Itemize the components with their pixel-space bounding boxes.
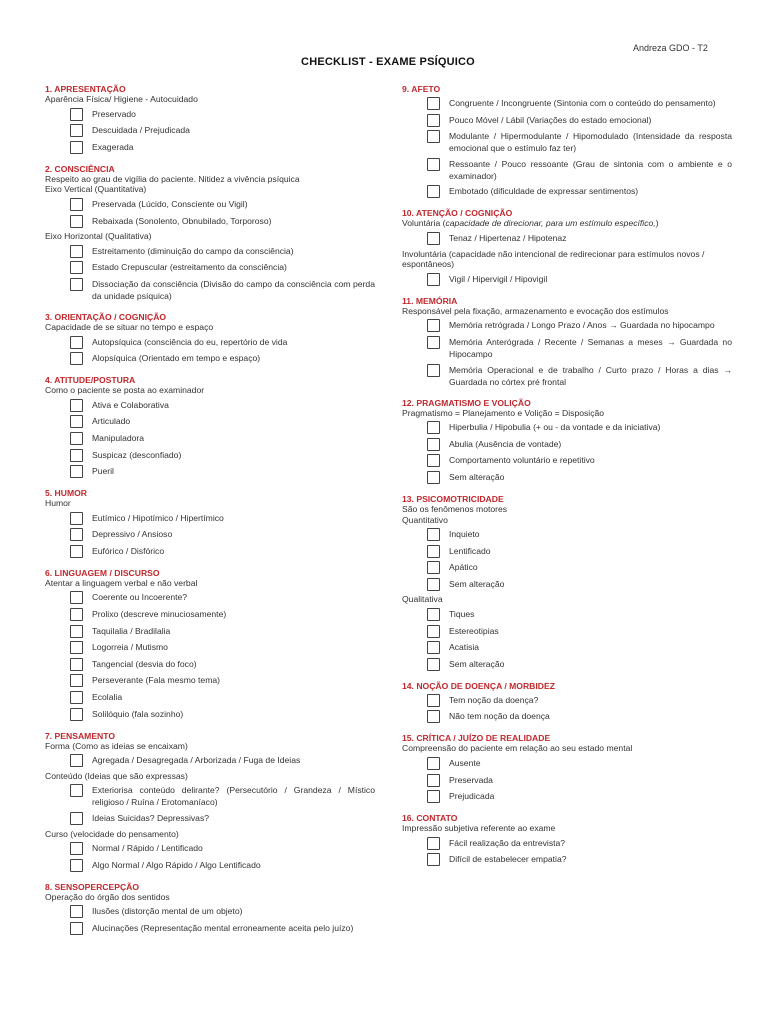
checkbox[interactable]	[70, 658, 83, 671]
checklist-item[interactable]	[427, 545, 732, 558]
checklist-item-label: Preservada	[449, 774, 493, 785]
checkbox[interactable]	[70, 278, 83, 291]
section-description: Responsável pela fixação, armazenamento e evocação dos estímulos	[402, 305, 669, 316]
checklist-item-label: Tangencial (desvia do foco)	[92, 658, 197, 669]
checkbox[interactable]	[70, 674, 83, 687]
checkbox[interactable]	[70, 512, 83, 525]
checklist-item[interactable]	[70, 905, 375, 918]
checklist-item-label: Ilusões (distorção mental de um objeto)	[92, 906, 243, 917]
section-title: 16. CONTATO	[402, 813, 458, 824]
checkbox[interactable]	[427, 336, 440, 349]
section-description: Compreensão do paciente em relação ao seu estado mental	[402, 743, 633, 754]
checklist-item[interactable]	[427, 528, 732, 541]
checklist-item[interactable]	[427, 837, 732, 850]
checkbox[interactable]	[70, 399, 83, 412]
checkbox[interactable]	[427, 790, 440, 803]
checklist-item[interactable]	[427, 561, 732, 574]
section-title: 9. AFETO	[402, 84, 441, 94]
checkbox[interactable]	[70, 641, 83, 654]
checklist-item-label: Taquilalia / Bradilalia	[92, 625, 171, 636]
checkbox[interactable]	[70, 198, 83, 211]
checkbox[interactable]	[70, 528, 83, 541]
checklist-item-label: Apático	[449, 562, 478, 573]
checkbox[interactable]	[427, 578, 440, 591]
checklist-item[interactable]	[427, 853, 732, 866]
checklist-item-label: Inquieto	[449, 529, 480, 540]
checkbox[interactable]	[70, 261, 83, 274]
section-description: Capacidade de se situar no tempo e espaço	[45, 321, 214, 332]
checklist-item-label: Manipuladora	[92, 432, 145, 443]
section-title: 1. APRESENTAÇÃO	[45, 84, 126, 94]
section-description: Curso (velocidade do pensamento)	[45, 828, 179, 839]
checklist-item-label: Tem noção da doença?	[449, 694, 539, 705]
section-title: 6. LINGUAGEM / DISCURSO	[45, 567, 160, 578]
checklist-item-label: Logorreia / Mutismo	[92, 642, 168, 653]
right-column	[402, 84, 732, 876]
checkbox[interactable]	[70, 591, 83, 604]
checkbox[interactable]	[70, 812, 83, 825]
checklist-item[interactable]	[70, 842, 375, 855]
checklist-item[interactable]	[427, 421, 732, 434]
checklist-item[interactable]	[427, 438, 732, 451]
checklist-item-label: Ecolalia	[92, 692, 123, 703]
section-title: 11. MEMÓRIA	[402, 295, 458, 306]
checklist-item[interactable]	[70, 141, 375, 154]
section-title: 13. PSICOMOTRICIDADE	[402, 493, 504, 504]
checklist-item-label: Difícil de estabelecer empatia?	[449, 854, 567, 865]
checkbox[interactable]	[427, 114, 440, 127]
checklist-item[interactable]	[427, 232, 732, 245]
checklist-item-label: Prolixo (descreve minuciosamente)	[92, 609, 227, 620]
checklist-item-label: Exagerada	[92, 141, 134, 152]
checklist-item-label: Solilóquio (fala sozinho)	[92, 708, 184, 719]
checklist-item[interactable]	[70, 336, 375, 349]
section-description: Involuntária (capacidade não intencional de redirecionar para estímulos novos / espontâneos)	[402, 248, 705, 270]
checkbox[interactable]	[70, 108, 83, 121]
checklist-item[interactable]	[427, 608, 732, 621]
section-title: 4. ATITUDE/POSTURA	[45, 375, 136, 386]
checkbox[interactable]	[427, 319, 440, 332]
checkbox[interactable]	[70, 449, 83, 462]
author-label: Andreza GDO - T2	[633, 43, 708, 53]
checklist-item-label: Vigil / Hipervigil / Hipovigil	[449, 273, 548, 284]
section	[45, 731, 375, 872]
checkbox[interactable]	[427, 545, 440, 558]
checkbox[interactable]	[70, 859, 83, 872]
section	[402, 296, 732, 388]
checklist-item[interactable]	[70, 812, 375, 825]
section-title: 3. ORIENTAÇÃO / COGNIÇÃO	[45, 311, 167, 322]
section-description: Forma (Como as ideias se encaixam)	[45, 740, 188, 751]
section-title: 5. HUMOR	[45, 488, 88, 499]
checkbox[interactable]	[427, 641, 440, 654]
section	[402, 494, 732, 671]
checkbox[interactable]	[70, 336, 83, 349]
checklist-item[interactable]	[427, 185, 732, 198]
checklist-item[interactable]	[427, 364, 732, 388]
section	[402, 84, 732, 198]
checklist-item-label: Modulante / Hipermodulante / Hipomodulado (Intensidade da resposta emocional que o estímulo faz ter)	[449, 131, 732, 154]
checklist-item-label: Estereotipias	[449, 625, 499, 636]
checklist-item-label: Alucinações (Representação mental erroneamente aceita pelo juízo)	[92, 922, 354, 933]
checkbox[interactable]	[70, 922, 83, 935]
section	[45, 568, 375, 721]
section-description: São os fenômenos motores	[402, 503, 508, 514]
checkbox[interactable]	[70, 141, 83, 154]
section-description: Qualitativa	[402, 594, 443, 605]
checklist-item-label: Não tem noção da doença	[449, 711, 550, 722]
checklist-item-label: Prejudicada	[449, 791, 495, 802]
checklist-item[interactable]	[70, 641, 375, 654]
section-description: Eixo Horizontal (Qualitativa)	[45, 231, 152, 242]
checklist-item[interactable]	[70, 545, 375, 558]
checklist-item[interactable]	[70, 658, 375, 671]
page-title: CHECKLIST - EXAME PSÍQUICO	[301, 56, 475, 68]
section	[45, 375, 375, 478]
checkbox[interactable]	[70, 784, 83, 797]
checkbox[interactable]	[427, 471, 440, 484]
checklist-item[interactable]	[70, 608, 375, 621]
section	[45, 312, 375, 365]
checklist-item[interactable]	[70, 512, 375, 525]
checklist-item-label: Tenaz / Hipertenaz / Hipotenaz	[449, 232, 567, 243]
checkbox[interactable]	[427, 853, 440, 866]
section	[402, 208, 732, 285]
section-title: 10. ATENÇÃO / COGNIÇÃO	[402, 208, 513, 219]
checklist-item-label: Embotado (dificuldade de expressar sentimentos)	[449, 186, 639, 197]
checkbox[interactable]	[427, 97, 440, 110]
checklist-item-label: Articulado	[92, 416, 131, 427]
checkbox[interactable]	[70, 608, 83, 621]
checklist-item-label: Rebaixada (Sonolento, Obnubilado, Torporoso)	[92, 215, 272, 226]
checklist-item[interactable]	[70, 215, 375, 228]
checklist-item-label: Preservada (Lúcido, Consciente ou Vigil)	[92, 198, 248, 209]
checklist-item-label: Descuidada / Prejudicada	[92, 125, 190, 136]
checkbox[interactable]	[427, 625, 440, 638]
checklist-item[interactable]	[427, 158, 732, 182]
checklist-item-label: Exteriorisa conteúdo delirante? (Persecutório / Grandeza / Místico religioso / Ruína / Erotomaníaco)	[92, 785, 375, 808]
checkbox[interactable]	[70, 754, 83, 767]
checklist-item[interactable]	[70, 245, 375, 258]
checkbox[interactable]	[427, 438, 440, 451]
section	[45, 84, 375, 154]
checklist-item-label: Ressoante / Pouco ressoante (Grau de sintonia com o ambiente e o examinador)	[449, 158, 732, 181]
checkbox[interactable]	[427, 232, 440, 245]
checklist-item[interactable]	[70, 449, 375, 462]
checklist-item[interactable]	[70, 708, 375, 721]
checkbox[interactable]	[70, 415, 83, 428]
checkbox[interactable]	[70, 842, 83, 855]
checklist-item[interactable]	[70, 859, 375, 872]
section	[402, 398, 732, 484]
checklist-item[interactable]	[427, 336, 732, 360]
checkbox[interactable]	[70, 691, 83, 704]
checkbox[interactable]	[70, 545, 83, 558]
checkbox[interactable]	[427, 273, 440, 286]
checkbox[interactable]	[427, 158, 440, 171]
section-title: 12. PRAGMATISMO E VOLIÇÃO	[402, 397, 531, 408]
checklist-item[interactable]	[70, 625, 375, 638]
left-column	[45, 84, 375, 945]
checklist-item-label: Memória Operacional e de trabalho / Curto prazo / Horas a dias → Guardada no córtex pré frontal	[449, 364, 732, 387]
checklist-item-label: Sem alteração	[449, 471, 505, 482]
checklist-item[interactable]	[70, 124, 375, 137]
checkbox[interactable]	[70, 708, 83, 721]
checklist-item[interactable]	[70, 754, 375, 767]
checklist-item[interactable]	[70, 591, 375, 604]
checklist-item[interactable]	[70, 399, 375, 412]
checklist-item[interactable]	[70, 528, 375, 541]
checklist-item-label: Perseverante (Fala mesmo tema)	[92, 675, 220, 686]
checkbox[interactable]	[427, 608, 440, 621]
checklist-item[interactable]	[70, 108, 375, 121]
checkbox[interactable]	[427, 694, 440, 707]
checkbox[interactable]	[70, 465, 83, 478]
checklist-item[interactable]	[427, 658, 732, 671]
checklist-item-label: Ideias Suicidas? Depressivas?	[92, 813, 210, 823]
section	[402, 681, 732, 724]
checklist-item[interactable]	[427, 790, 732, 803]
checklist-item[interactable]	[427, 641, 732, 654]
checklist-item-label: Algo Normal / Algo Rápido / Algo Lentificado	[92, 859, 261, 870]
checklist-item-label: Memória Anterógrada / Recente / Semanas a meses → Guardada no Hipocampo	[449, 336, 732, 359]
section-title: 2. CONSCIÊNCIA	[45, 163, 115, 174]
checklist-item[interactable]	[427, 454, 732, 467]
checkbox[interactable]	[427, 757, 440, 770]
checklist-item[interactable]	[427, 97, 732, 110]
checklist-item[interactable]	[70, 922, 375, 935]
checkbox[interactable]	[70, 905, 83, 918]
checklist-item[interactable]	[427, 757, 732, 770]
checkbox[interactable]	[427, 561, 440, 574]
checklist-item[interactable]	[70, 415, 375, 428]
section-title: 8. SENSOPERCEPÇÃO	[45, 881, 140, 892]
section-description: Operação do órgão dos sentidos	[45, 891, 170, 902]
checklist-item[interactable]	[70, 784, 375, 808]
checklist-item[interactable]	[70, 278, 375, 302]
checklist-item-label: Tiques	[449, 609, 475, 620]
section-description: Eixo Vertical (Quantitativa)	[45, 184, 147, 195]
section	[45, 164, 375, 302]
checklist-item-label: Preservado	[92, 108, 136, 119]
checklist-item[interactable]	[427, 319, 732, 332]
checklist-item-label: Estreitamento (diminuição do campo da consciência)	[92, 245, 294, 256]
checklist-item-label: Ausente	[449, 758, 481, 769]
checklist-item[interactable]	[70, 352, 375, 365]
checkbox[interactable]	[427, 364, 440, 377]
checkbox[interactable]	[427, 658, 440, 671]
checklist-item-label: Eutímico / Hipotímico / Hipertímico	[92, 512, 224, 523]
checklist-item[interactable]	[70, 691, 375, 704]
checklist-item-label: Suspicaz (desconfiado)	[92, 449, 182, 460]
section-title: 7. PENSAMENTO	[45, 730, 116, 741]
section	[402, 813, 732, 866]
checklist-item[interactable]	[70, 261, 375, 274]
section-description: Respeito ao grau de vigília do paciente. Nitidez a vivência psíquica	[45, 173, 300, 184]
checkbox[interactable]	[70, 352, 83, 365]
checklist-item-label: Ativa e Colaborativa	[92, 399, 169, 410]
checklist-item-label: Autopsíquica (consciência do eu, repertório de vida	[92, 336, 288, 347]
checkbox[interactable]	[427, 454, 440, 467]
checklist-item-label: Abulia (Ausência de vontade)	[449, 438, 562, 449]
checklist-item[interactable]	[427, 471, 732, 484]
section-title: 14. NOÇÃO DE DOENÇA / MORBIDEZ	[402, 680, 555, 691]
checklist-item[interactable]	[427, 625, 732, 638]
checklist-item-label: Dissociação da consciência (Divisão do campo da consciência com perda da unidade psíquica)	[92, 278, 375, 301]
checkbox[interactable]	[70, 124, 83, 137]
section-description: Impressão subjetiva referente ao exame	[402, 823, 556, 834]
section	[45, 488, 375, 558]
checklist-item-label: Fácil realização da entrevista?	[449, 837, 566, 848]
checkbox[interactable]	[70, 625, 83, 638]
checklist-item[interactable]	[427, 694, 732, 707]
section	[45, 882, 375, 935]
checkbox[interactable]	[427, 421, 440, 434]
section-description: Atentar a linguagem verbal e não verbal	[45, 577, 198, 588]
section-description: Aparência Física/ Higiene - Autocuidado	[45, 94, 198, 104]
checkbox[interactable]	[427, 837, 440, 850]
checklist-item-label: Pueril	[92, 466, 114, 477]
checklist-item[interactable]	[427, 578, 732, 591]
section-description: Como o paciente se posta ao examinador	[45, 385, 205, 396]
section-description: Voluntária (capacidade de direcionar, para um estímulo específico,)	[402, 218, 659, 229]
checklist-item-label: Eufórico / Disfórico	[92, 545, 165, 556]
checklist-item[interactable]	[427, 130, 732, 154]
checkbox[interactable]	[70, 215, 83, 228]
checkbox[interactable]	[427, 774, 440, 787]
checklist-item-label: Sem alteração	[449, 578, 505, 589]
section-description: Pragmatismo = Planejamento e Volição = Disposição	[402, 407, 605, 418]
section-title: 15. CRÍTICA / JUÍZO DE REALIDADE	[402, 733, 551, 744]
checklist-item-label: Coerente ou Incoerente?	[92, 592, 188, 603]
section-description: Quantitativo	[402, 514, 448, 525]
checklist-item-label: Acatisia	[449, 642, 480, 653]
checklist-item-label: Pouco Móvel / Lábil (Variações do estado emocional)	[449, 114, 652, 125]
checkbox[interactable]	[427, 528, 440, 541]
checklist-item-label: Sem alteração	[449, 658, 505, 669]
checkbox[interactable]	[70, 245, 83, 258]
checklist-item[interactable]	[70, 465, 375, 478]
checkbox[interactable]	[427, 185, 440, 198]
checklist-item[interactable]	[70, 674, 375, 687]
checklist-item-label: Alopsíquica (Orientado em tempo e espaço)	[92, 353, 261, 364]
checklist-item[interactable]	[427, 114, 732, 127]
checklist-item-label: Comportamento voluntário e repetitivo	[449, 455, 595, 466]
checklist-item-label: Estado Crepuscular (estreitamento da consciência)	[92, 262, 287, 273]
checkbox[interactable]	[427, 710, 440, 723]
checklist-item-label: Agregada / Desagregada / Arborizada / Fuga de Ideias	[92, 755, 301, 766]
checklist-item-label: Depressivo / Ansioso	[92, 529, 173, 540]
section-description: Conteúdo (Ideias que são expressas)	[45, 770, 188, 781]
checklist-item[interactable]	[427, 273, 732, 286]
checkbox[interactable]	[70, 432, 83, 445]
checklist-item[interactable]	[427, 710, 732, 723]
checklist-item-label: Hiperbulia / Hipobulia (+ ou - da vontade e da iniciativa)	[449, 422, 661, 433]
section	[402, 733, 732, 803]
checklist-item[interactable]	[70, 432, 375, 445]
section-description: Humor	[45, 498, 71, 509]
checklist-item-label: Memória retrógrada / Longo Prazo / Anos → Guardada no hipocampo	[449, 320, 715, 331]
checkbox[interactable]	[427, 130, 440, 143]
checklist-item[interactable]	[427, 774, 732, 787]
checklist-item[interactable]	[70, 198, 375, 211]
checklist-item-label: Lentificado	[449, 545, 491, 556]
checklist-item-label: Congruente / Incongruente (Sintonia com o conteúdo do pensamento)	[449, 98, 716, 108]
checklist-item-label: Normal / Rápido / Lentificado	[92, 843, 203, 854]
